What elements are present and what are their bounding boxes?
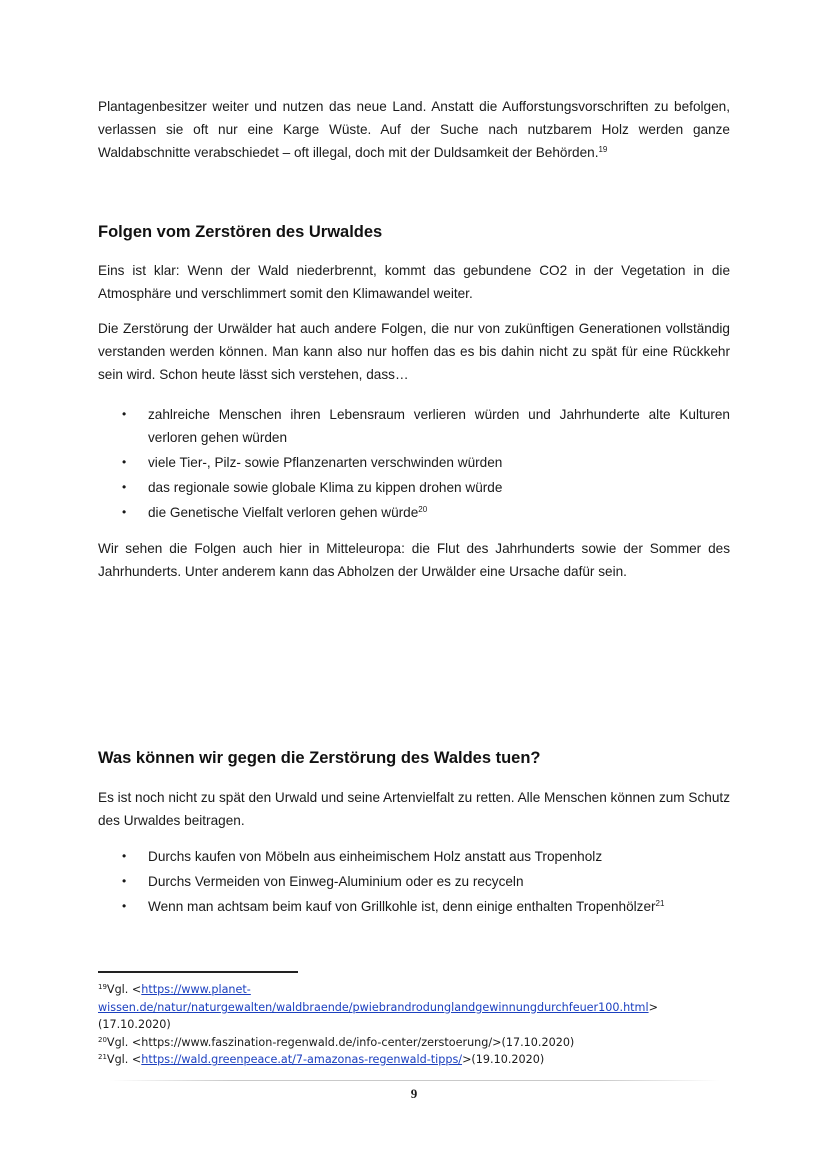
intro-paragraph: Plantagenbesitzer weiter und nutzen das neue Land. Anstatt die Aufforstungsvorschriften zu befolgen, verlassen sie oft nur eine Karge Wüste. Auf der Suche nach nutzbarem Holz werden ganze Waldabschnitte verabschiedet – oft illegal, doch mit der Duldsamkeit der Behörden.$^{19}$ — [98, 99, 730, 160]
section1-bullet-list — [98, 403, 730, 524]
intro-paragraph-block — [98, 95, 730, 164]
section1-para3-block — [98, 537, 730, 583]
section2-bullet-list — [98, 845, 730, 918]
footnote-ref-19[interactable]: 19 — [598, 145, 608, 154]
section-heading-block — [98, 221, 730, 243]
bullet-icon: • — [122, 505, 127, 519]
bullet-icon: • — [122, 407, 127, 421]
list-item: • viele Tier-, Pilz- sowie Pflanzenarten verschwinden würden — [98, 451, 730, 474]
section1-paragraph-3: Wir sehen die Folgen auch hier in Mitteleuropa: die Flut des Jahrhunderts sowie der Sommer des Jahrhunderts. Unter anderem kann das Abholzen der Urwälder eine Ursache dafür sein. — [98, 541, 730, 579]
footnote-19-link-cont[interactable]: wissen.de/natur/naturgewalten/waldbraende/pwiebrandrodunglandgewinnungdurchfeuer100.html — [98, 1000, 649, 1014]
footnote-21: $^{21}$Vgl. <https://wald.greenpeace.at/7-amazonas-regenwald-tipps/>(19.10.2020) — [98, 1053, 545, 1066]
section1-para2-block — [98, 317, 730, 386]
section1-paragraph-2: Die Zerstörung der Urwälder hat auch andere Folgen, die nur von zukünftigen Generationen vollständig verstanden werden können. Man kann also nur hoffen das es bis dahin nicht zu spät für eine Rückkehr sein wird. Schon heute lässt sich verstehen, dass… — [98, 321, 730, 382]
section1-para1-block — [98, 259, 730, 305]
footnote-20: $^{20}$Vgl. <https://www.faszination-regenwald.de/info-center/zerstoerung/>(17.10.2020) — [98, 1035, 575, 1049]
footnotes — [98, 981, 738, 1069]
section-heading-consequences: Folgen vom Zerstören des Urwaldes — [98, 223, 383, 241]
footnote-ref-21[interactable]: 21 — [655, 899, 665, 908]
section2-paragraph-1: Es ist noch nicht zu spät den Urwald und seine Artenvielfalt zu retten. Alle Menschen können zum Schutz des Urwaldes beitragen. — [98, 790, 730, 828]
section2-heading-block — [98, 747, 730, 769]
list-item: • Durchs Vermeiden von Einweg-Aluminium oder es zu recyceln — [98, 870, 730, 893]
bullet-icon: • — [122, 874, 127, 888]
section2-para1-block — [98, 786, 730, 832]
page-number: 9 — [410, 1086, 418, 1101]
list-item: • die Genetische Vielfalt verloren gehen würde$^{20}$ — [98, 501, 730, 524]
list-item: • zahlreiche Menschen ihren Lebensraum verlieren würden und Jahrhunderte alte Kulturen verloren gehen würden — [98, 403, 730, 449]
footnote-separator — [98, 971, 298, 973]
footnote-19-link[interactable]: https://www.planet- — [141, 983, 251, 996]
list-item: • Durchs kaufen von Möbeln aus einheimischem Holz anstatt aus Tropenholz — [98, 845, 730, 868]
bullet-icon: • — [122, 899, 127, 913]
bullet-icon: • — [122, 849, 127, 863]
section-heading-what-can-we-do: Was können wir gegen die Zerstörung des Waldes tuen? — [98, 749, 541, 767]
list-item: • Wenn man achtsam beim kauf von Grillkohle ist, denn einige enthalten Tropenhölzer$^{21}$ — [98, 895, 730, 918]
section1-paragraph-1: Eins ist klar: Wenn der Wald niederbrennt, kommt das gebundene CO2 in der Vegetation in die Atmosphäre und verschlimmert somit den Klimawandel weiter. — [98, 263, 730, 301]
section1-bullet-list-block — [98, 403, 730, 524]
footnote-21-link[interactable]: https://wald.greenpeace.at/7-amazonas-regenwald-tipps/ — [141, 1053, 463, 1066]
section2-bullet-list-block — [98, 845, 730, 918]
bullet-icon: • — [122, 455, 127, 469]
footnote-19: $^{19}$Vgl. <https://www.planet- wissen.de/natur/naturgewalten/waldbraende/pwiebrandrodunglandgewinnungdurchfeuer100.html> (17.10.2020) — [98, 983, 658, 1031]
page-bottom-rule — [110, 1080, 720, 1081]
bullet-icon: • — [122, 480, 127, 494]
footnote-ref-20[interactable]: 20 — [418, 505, 428, 514]
list-item: • das regionale sowie globale Klima zu kippen drohen würde — [98, 476, 730, 499]
